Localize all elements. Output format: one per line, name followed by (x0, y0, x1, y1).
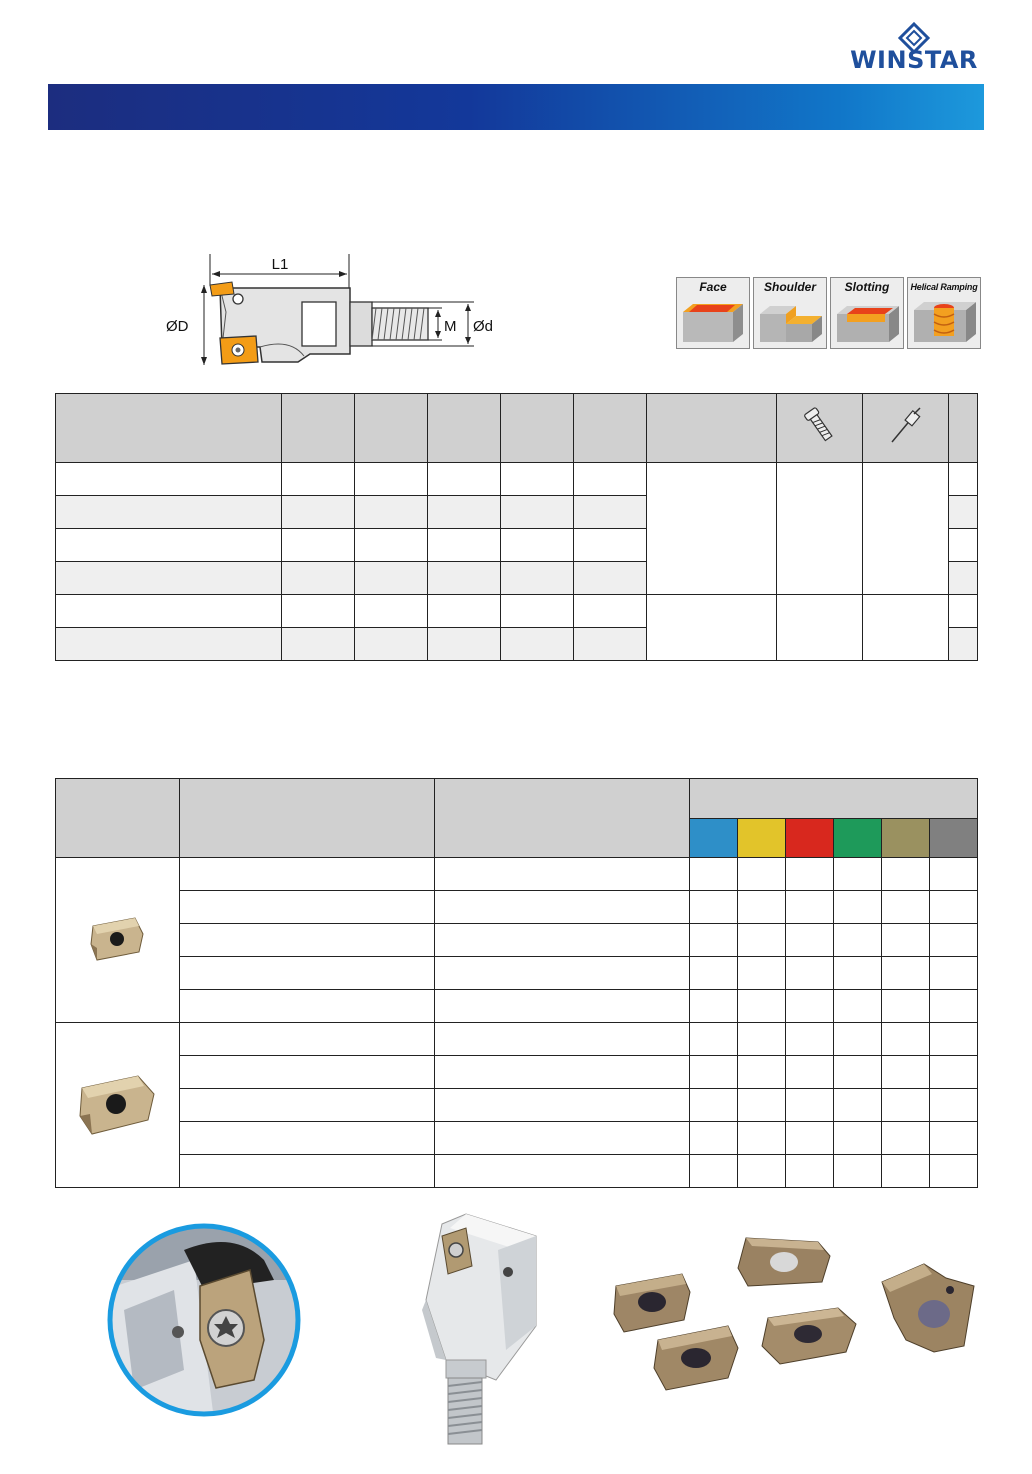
insert-4 (762, 1308, 856, 1364)
screw-part-cell (777, 463, 863, 595)
insert-row (56, 990, 978, 1023)
inserts-group-photo (606, 1228, 982, 1394)
key-part-cell (863, 595, 949, 661)
technical-drawing (160, 252, 500, 372)
end-mill-photo (386, 1210, 556, 1454)
winstar-logo (844, 22, 984, 74)
holder-row (56, 463, 978, 496)
insert-specification-table (55, 778, 978, 1188)
grade-color-h (930, 819, 978, 858)
insert-row (56, 891, 978, 924)
small-insert-cell (56, 858, 180, 1023)
header-cell (435, 779, 690, 858)
app-label-face: Face (699, 280, 727, 294)
grade-color-p (690, 819, 738, 858)
face-milling-icon (676, 277, 750, 349)
application-icons (676, 277, 978, 349)
grade-color-k (786, 819, 834, 858)
insert-row (56, 1122, 978, 1155)
grade-header-cell (690, 779, 978, 819)
dim-l1-label: L1 (271, 256, 289, 273)
dim-d-label: ØD (166, 318, 189, 335)
app-label-shoulder: Shoulder (763, 280, 816, 294)
header-cell-key (863, 394, 949, 463)
insert-row (56, 858, 978, 891)
insert-5 (882, 1264, 974, 1352)
insert-row (56, 1056, 978, 1089)
screw-part-cell (777, 595, 863, 661)
insert-row (56, 1155, 978, 1188)
grade-color-n (834, 819, 882, 858)
app-label-helical-ramping: Helical Ramping (910, 282, 978, 292)
dim-d-shank-label: Ød (473, 318, 494, 335)
large-insert-image (68, 1058, 168, 1148)
header-cell (574, 394, 647, 463)
insert-row (56, 957, 978, 990)
screw-cell-merged (647, 463, 777, 595)
header-cell (355, 394, 428, 463)
header-cell (282, 394, 355, 463)
insert-row (56, 1023, 978, 1056)
insert-closeup-photo (104, 1220, 304, 1420)
header-cell (501, 394, 574, 463)
header-cell (949, 394, 978, 463)
large-insert-cell (56, 1023, 180, 1188)
grade-color-m (738, 819, 786, 858)
dim-m-label: M (444, 318, 457, 335)
app-label-slotting: Slotting (844, 280, 890, 294)
header-cell-screw (777, 394, 863, 463)
header-cell (428, 394, 501, 463)
key-part-cell (863, 463, 949, 595)
logo-text: WINSTAR (850, 46, 978, 74)
header-cell (647, 394, 777, 463)
grade-color-s (882, 819, 930, 858)
insert-table-header (56, 779, 978, 819)
insert-row (56, 1089, 978, 1122)
header-cell (56, 394, 282, 463)
insert-3 (654, 1326, 738, 1390)
insert-2 (738, 1238, 830, 1286)
helical-ramping-icon (907, 277, 981, 349)
torx-key-icon (886, 404, 926, 448)
screw-cell-merged (647, 595, 777, 661)
insert-row (56, 924, 978, 957)
shoulder-milling-icon (753, 277, 827, 349)
small-insert-image (83, 908, 153, 968)
header-cell (180, 779, 435, 858)
insert-1 (614, 1274, 690, 1332)
holder-row (56, 595, 978, 628)
holder-table-header (56, 394, 978, 463)
screw-icon (800, 404, 840, 448)
title-banner (48, 84, 984, 130)
header-cell (56, 779, 180, 858)
slotting-icon (830, 277, 904, 349)
holder-specification-table (55, 393, 978, 661)
